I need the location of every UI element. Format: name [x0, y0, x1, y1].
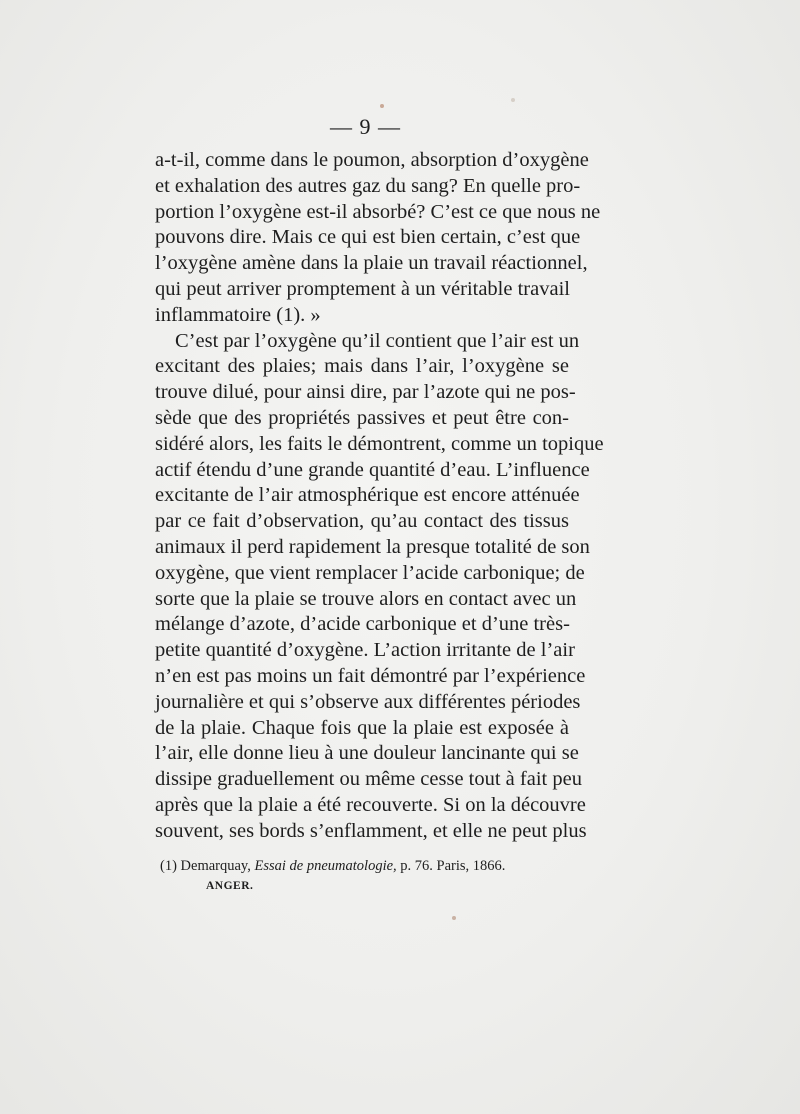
text-line: qui peut arriver promptement à un véritable travail	[155, 277, 570, 300]
text-line: oxygène, que vient remplacer l’acide carbonique; de	[155, 561, 585, 584]
text-line: après que la plaie a été recouverte. Si on la découvre	[155, 793, 586, 816]
text-line: par ce fait d’observation, qu’au contact des tissus	[155, 510, 569, 533]
text-line: l’air, elle donne lieu à une douleur lancinante qui se	[155, 742, 579, 765]
text-line: C’est par l’oxygène qu’il contient que l’air est un	[175, 329, 580, 352]
footnote-author: Demarquay,	[180, 858, 251, 874]
footnote-work: Essai de pneumatologie,	[254, 858, 397, 874]
text-line: portion l’oxygène est-il absorbé? C’est ce que nous ne	[155, 200, 601, 223]
text-line: sidéré alors, les faits le démontrent, comme un topique	[155, 432, 604, 455]
text-line: inflammatoire (1). »	[155, 303, 321, 326]
page-number: — 9 —	[330, 114, 401, 139]
signature-mark: ANGER.	[206, 880, 254, 892]
text-line: dissipe graduellement ou même cesse tout à fait peu	[155, 768, 582, 791]
paper-speck	[452, 916, 456, 920]
footnote-reference: p. 76. Paris, 1866.	[400, 858, 506, 874]
text-line: journalière et qui s’observe aux différentes périodes	[155, 690, 581, 713]
text-line: mélange d’azote, d’acide carbonique et d’une très-	[155, 613, 570, 636]
paper-speck	[380, 104, 384, 108]
text-line: sorte que la plaie se trouve alors en contact avec un	[155, 587, 577, 610]
text-line: et exhalation des autres gaz du sang? En quelle pro-	[155, 174, 581, 197]
text-line: petite quantité d’oxygène. L’action irritante de l’air	[155, 639, 575, 662]
text-line: actif étendu d’une grande quantité d’eau. L’influence	[155, 458, 590, 481]
text-line: de la plaie. Chaque fois que la plaie est exposée à	[155, 716, 569, 739]
text-line: animaux il perd rapidement la presque totalité de son	[155, 535, 590, 558]
body-text	[155, 148, 604, 845]
text-line: pouvons dire. Mais ce qui est bien certain, c’est que	[155, 226, 581, 249]
text-line: souvent, ses bords s’enflamment, et elle ne peut plus	[155, 819, 587, 842]
text-line: excitante de l’air atmosphérique est encore atténuée	[155, 484, 580, 507]
footnote-marker: (1)	[160, 858, 177, 874]
text-line: a-t-il, comme dans le poumon, absorption d’oxygène	[155, 149, 589, 171]
footnote	[160, 858, 560, 875]
text-line: sède que des propriétés passives et peut être con-	[155, 406, 569, 429]
text-line: trouve dilué, pour ainsi dire, par l’azote qui ne pos-	[155, 381, 576, 404]
text-line: l’oxygène amène dans la plaie un travail réactionnel,	[155, 252, 588, 275]
text-line: excitant des plaies; mais dans l’air, l’oxygène se	[155, 355, 569, 378]
paper-speck	[511, 98, 515, 102]
text-line: n’en est pas moins un fait démontré par l’expérience	[155, 664, 586, 687]
